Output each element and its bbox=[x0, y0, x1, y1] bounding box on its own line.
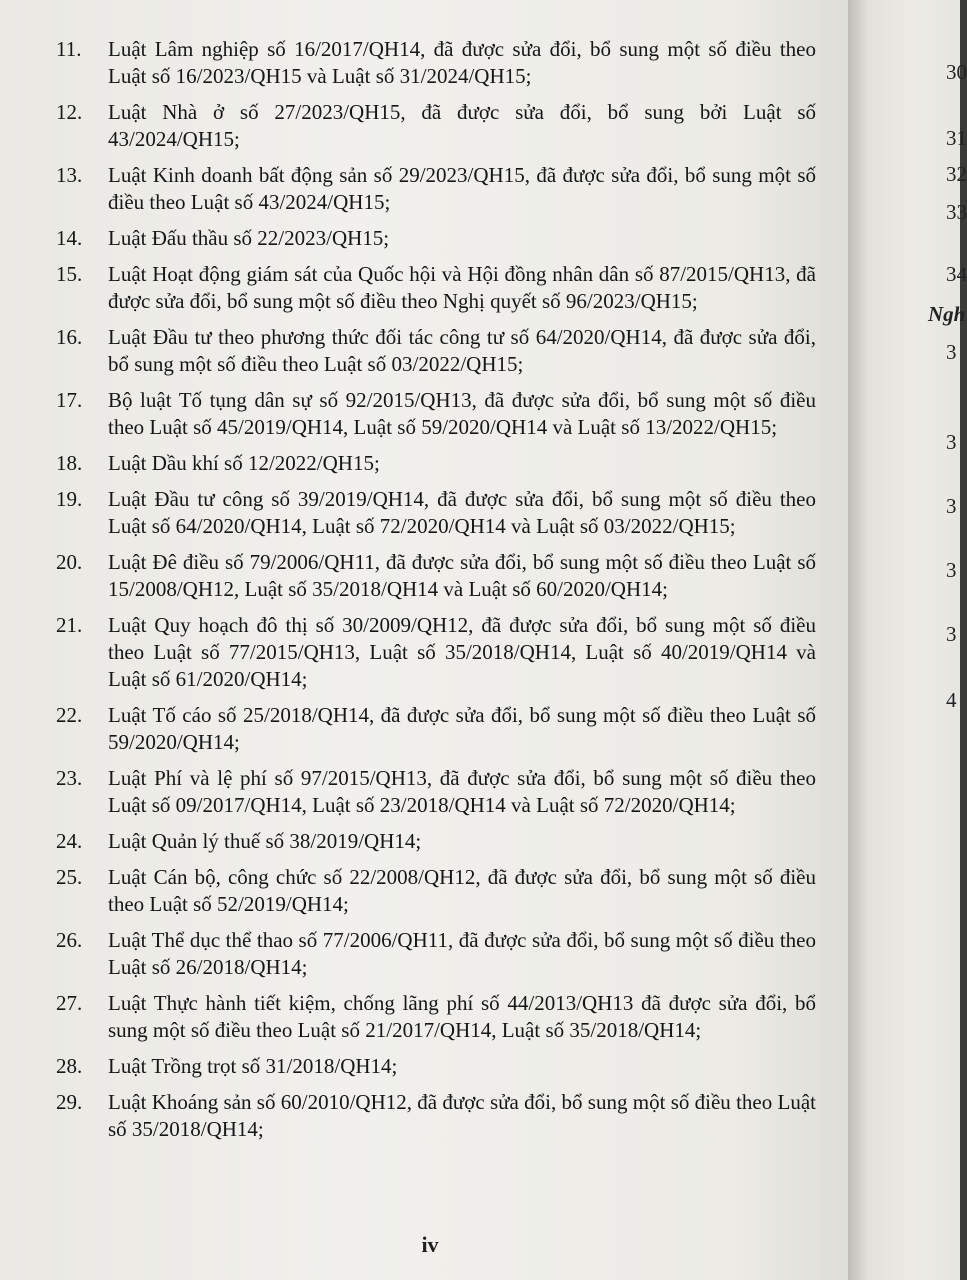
item-text: Luật Đê điều số 79/2006/QH11, đã được sửa đổi, bổ sung một số điều theo Luật số 15/2008/QH12, Luật số 35/2018/QH14 và Luật số 60/2020/QH14; bbox=[108, 550, 816, 601]
adjacent-page-fragment: 32 bbox=[946, 162, 967, 186]
list-item bbox=[56, 864, 816, 918]
law-list bbox=[56, 36, 816, 1152]
item-text: Luật Đầu tư công số 39/2019/QH14, đã được sửa đổi, bổ sung một số điều theo Luật số 64/2020/QH14, Luật số 72/2020/QH14 và Luật số 03/2022/QH15; bbox=[108, 487, 816, 538]
list-item bbox=[56, 387, 816, 441]
item-text: Luật Kinh doanh bất động sản số 29/2023/QH15, đã được sửa đổi, bổ sung một số điều theo Luật số 43/2024/QH15; bbox=[108, 163, 816, 214]
list-item bbox=[56, 450, 816, 477]
item-text: Luật Cán bộ, công chức số 22/2008/QH12, đã được sửa đổi, bổ sung một số điều theo Luật số 52/2019/QH14; bbox=[108, 865, 816, 916]
item-text: Luật Quản lý thuế số 38/2019/QH14; bbox=[108, 829, 422, 853]
adjacent-page-fragment: 3 bbox=[946, 622, 957, 646]
item-number: 15. bbox=[56, 262, 83, 286]
adjacent-page-fragment: 4 bbox=[946, 688, 957, 712]
item-number: 20. bbox=[56, 550, 83, 574]
item-number: 29. bbox=[56, 1090, 83, 1114]
adjacent-page-fragment: 3 bbox=[946, 340, 957, 364]
item-text: Luật Nhà ở số 27/2023/QH15, đã được sửa đổi, bổ sung bởi Luật số 43/2024/QH15; bbox=[108, 100, 816, 151]
page-number: iv bbox=[421, 1232, 439, 1257]
item-number: 17. bbox=[56, 388, 83, 412]
item-text: Luật Lâm nghiệp số 16/2017/QH14, đã được sửa đổi, bổ sung một số điều theo Luật số 16/2023/QH15 và Luật số 31/2024/QH15; bbox=[108, 37, 816, 88]
item-number: 14. bbox=[56, 226, 83, 250]
adjacent-page-fragment: 33 bbox=[946, 200, 967, 224]
item-number: 28. bbox=[56, 1054, 83, 1078]
list-item bbox=[56, 1053, 816, 1080]
item-number: 22. bbox=[56, 703, 83, 727]
list-item bbox=[56, 702, 816, 756]
item-text: Luật Đầu tư theo phương thức đối tác công tư số 64/2020/QH14, đã được sửa đổi, bổ sung một số điều theo Luật số 03/2022/QH15; bbox=[108, 325, 816, 376]
item-text: Luật Đấu thầu số 22/2023/QH15; bbox=[108, 226, 390, 250]
item-number: 26. bbox=[56, 928, 83, 952]
item-number: 24. bbox=[56, 829, 83, 853]
item-number: 23. bbox=[56, 766, 83, 790]
item-text: Luật Tố cáo số 25/2018/QH14, đã được sửa đổi, bổ sung một số điều theo Luật số 59/2020/QH14; bbox=[108, 703, 816, 754]
list-item bbox=[56, 765, 816, 819]
list-item bbox=[56, 324, 816, 378]
adjacent-page-fragment: 3 bbox=[946, 494, 957, 518]
list-item bbox=[56, 612, 816, 693]
item-number: 18. bbox=[56, 451, 83, 475]
adjacent-page-edge bbox=[848, 0, 967, 1280]
list-item bbox=[56, 225, 816, 252]
list-item bbox=[56, 99, 816, 153]
list-item bbox=[56, 486, 816, 540]
list-item bbox=[56, 36, 816, 90]
adjacent-page-fragment: 30 bbox=[946, 60, 967, 84]
item-number: 16. bbox=[56, 325, 83, 349]
list-item bbox=[56, 162, 816, 216]
list-item bbox=[56, 828, 816, 855]
list-item bbox=[56, 927, 816, 981]
adjacent-page-fragment: 34 bbox=[946, 262, 967, 286]
item-text: Luật Khoáng sản số 60/2010/QH12, đã được sửa đổi, bổ sung một số điều theo Luật số 35/2018/QH14; bbox=[108, 1090, 816, 1141]
item-number: 19. bbox=[56, 487, 83, 511]
item-text: Luật Thực hành tiết kiệm, chống lãng phí số 44/2013/QH13 đã được sửa đổi, bổ sung một số điều theo Luật số 21/2017/QH14, Luật số 35/2018/QH14; bbox=[108, 991, 816, 1042]
list-item bbox=[56, 990, 816, 1044]
item-text: Luật Trồng trọt số 31/2018/QH14; bbox=[108, 1054, 398, 1078]
item-number: 11. bbox=[56, 37, 82, 61]
item-text: Bộ luật Tố tụng dân sự số 92/2015/QH13, đã được sửa đổi, bổ sung một số điều theo Luật số 45/2019/QH14, Luật số 59/2020/QH14 và Luật số 13/2022/QH15; bbox=[108, 388, 816, 439]
item-text: Luật Thể dục thể thao số 77/2006/QH11, đã được sửa đổi, bổ sung một số điều theo Luật số 26/2018/QH14; bbox=[108, 928, 816, 979]
item-number: 13. bbox=[56, 163, 83, 187]
list-item bbox=[56, 1089, 816, 1143]
list-item bbox=[56, 549, 816, 603]
item-text: Luật Quy hoạch đô thị số 30/2009/QH12, đã được sửa đổi, bổ sung một số điều theo Luật số 77/2015/QH13, Luật số 35/2018/QH14, Luật số 40/2019/QH14 và Luật số 61/2020/QH14; bbox=[108, 613, 816, 691]
adjacent-page-fragment: 31 bbox=[946, 126, 967, 150]
adjacent-page-fragment: 3 bbox=[946, 430, 957, 454]
list-item bbox=[56, 261, 816, 315]
item-number: 12. bbox=[56, 100, 83, 124]
adjacent-page-fragment: Ngh bbox=[928, 302, 966, 326]
item-number: 27. bbox=[56, 991, 83, 1015]
item-number: 25. bbox=[56, 865, 83, 889]
item-text: Luật Dầu khí số 12/2022/QH15; bbox=[108, 451, 380, 475]
item-number: 21. bbox=[56, 613, 83, 637]
item-text: Luật Hoạt động giám sát của Quốc hội và Hội đồng nhân dân số 87/2015/QH13, đã được sửa đổi, bổ sung một số điều theo Nghị quyết số 96/2023/QH15; bbox=[108, 262, 816, 313]
adjacent-page-fragment: 3 bbox=[946, 558, 957, 582]
item-text: Luật Phí và lệ phí số 97/2015/QH13, đã được sửa đổi, bổ sung một số điều theo Luật số 09/2017/QH14, Luật số 23/2018/QH14 và Luật số 72/2020/QH14; bbox=[108, 766, 816, 817]
